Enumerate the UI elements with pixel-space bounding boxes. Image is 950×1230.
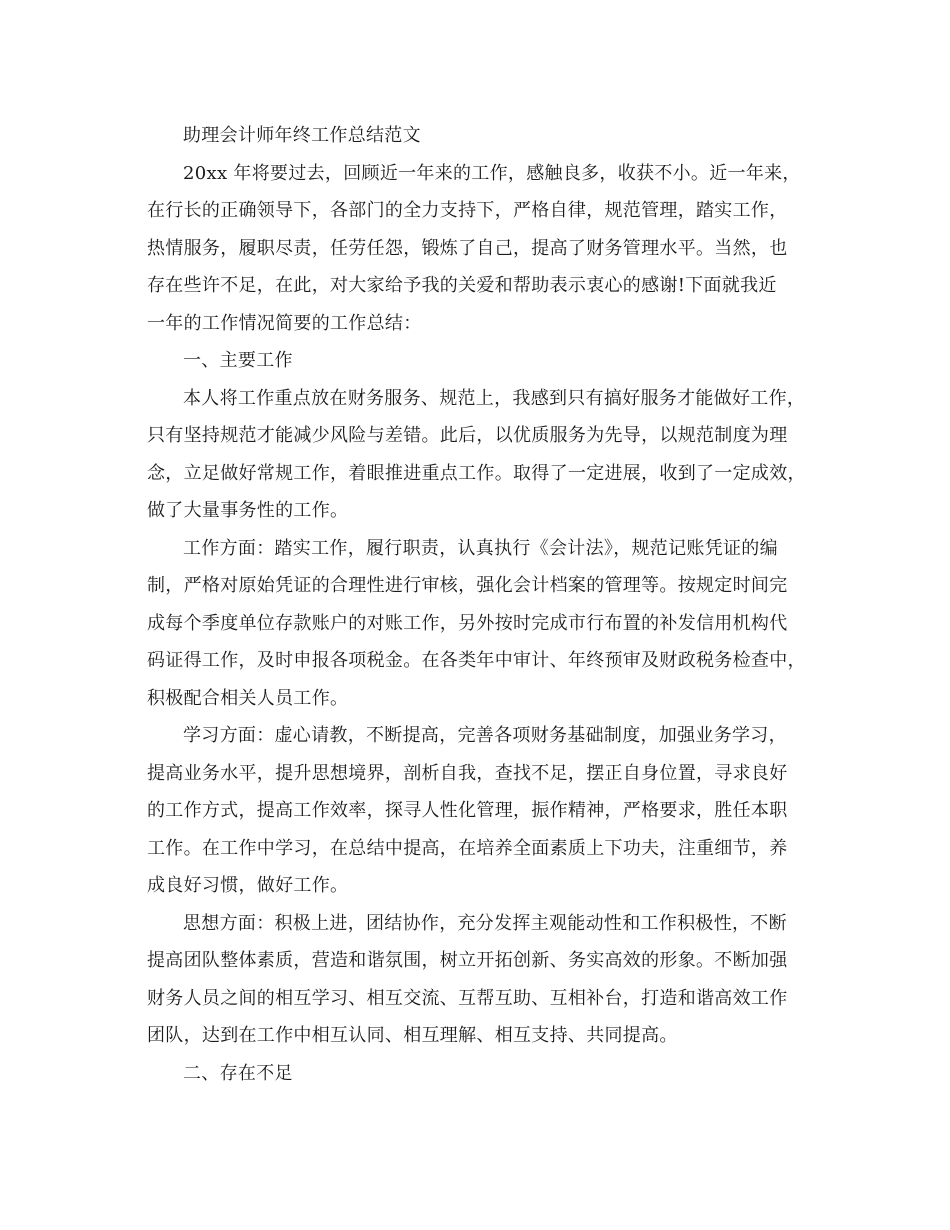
body-line: 成良好习惯，做好工作。: [147, 875, 349, 896]
document-title: 助理会计师年终工作总结范文: [183, 125, 421, 146]
body-line: 提高团队整体素质，营造和谐氛围，树立开拓创新、务实高效的形象。不断加强: [147, 950, 788, 971]
body-line: 工作。在工作中学习，在总结中提高，在培养全面素质上下功夫，注重细节，养: [147, 837, 788, 859]
body-line: 团队，达到在工作中相互认同、相互理解、相互支持、共同提高。: [147, 1025, 678, 1046]
body-line: 思想方面：积极上进，团结协作，充分发挥主观能动性和工作积极性，不断: [183, 912, 787, 934]
body-line: 成每个季度单位存款账户的对账工作，另外按时完成市行布置的补发信用机构代: [147, 612, 788, 634]
body-line: 只有坚持规范才能减少风险与差错。此后，以优质服务为先导，以规范制度为理: [147, 425, 788, 446]
body-line: 存在些许不足，在此，对大家给予我的关爱和帮助表示衷心的感谢!下面就我近: [147, 275, 777, 296]
body-line: 提高业务水平，提升思想境界，剖析自我，查找不足，摆正自身位置，寻求良好: [147, 762, 788, 784]
body-line: 热情服务，履职尽责，任劳任怨，锻炼了自己，提高了财务管理水平。当然，也: [147, 237, 788, 259]
body-line: 的工作方式，提高工作效率，探寻人性化管理，振作精神，严格要求，胜任本职: [147, 800, 788, 821]
body-line: 制，严格对原始凭证的合理性进行审核，强化会计档案的管理等。按规定时间完: [147, 575, 788, 596]
body-line: 在行长的正确领导下，各部门的全力支持下，严格自律，规范管理，踏实工作，: [147, 200, 788, 221]
body-line: 一年的工作情况简要的工作总结：: [147, 312, 422, 334]
body-line: 一、主要工作: [183, 350, 293, 371]
body-line: 积极配合相关人员工作。: [147, 687, 349, 709]
body-line: 二、存在不足: [183, 1062, 293, 1084]
body-line: 做了大量事务性的工作。: [147, 500, 349, 521]
body-line: 码证得工作，及时申报各项税金。在各类年中审计、年终预审及财政税务检查中，: [147, 650, 806, 671]
body-line: 财务人员之间的相互学习、相互交流、互帮互助、互相补台，打造和谐高效工作: [147, 987, 788, 1009]
body-line: 本人将工作重点放在财务服务、规范上，我感到只有搞好服务才能做好工作，: [183, 387, 806, 409]
document-body: [147, 117, 807, 1092]
body-line: 工作方面：踏实工作，履行职责，认真执行《会计法》，规范记账凭证的编: [183, 537, 778, 559]
body-line: 学习方面：虚心请教，不断提高，完善各项财务基础制度，加强业务学习，: [183, 725, 787, 746]
body-line: 念，立足做好常规工作，着眼推进重点工作。取得了一定进展，收到了一定成效，: [147, 462, 806, 484]
body-line: 20xx 年将要过去，回顾近一年来的工作，感触良多，收获不小。近一年来，: [183, 162, 801, 184]
